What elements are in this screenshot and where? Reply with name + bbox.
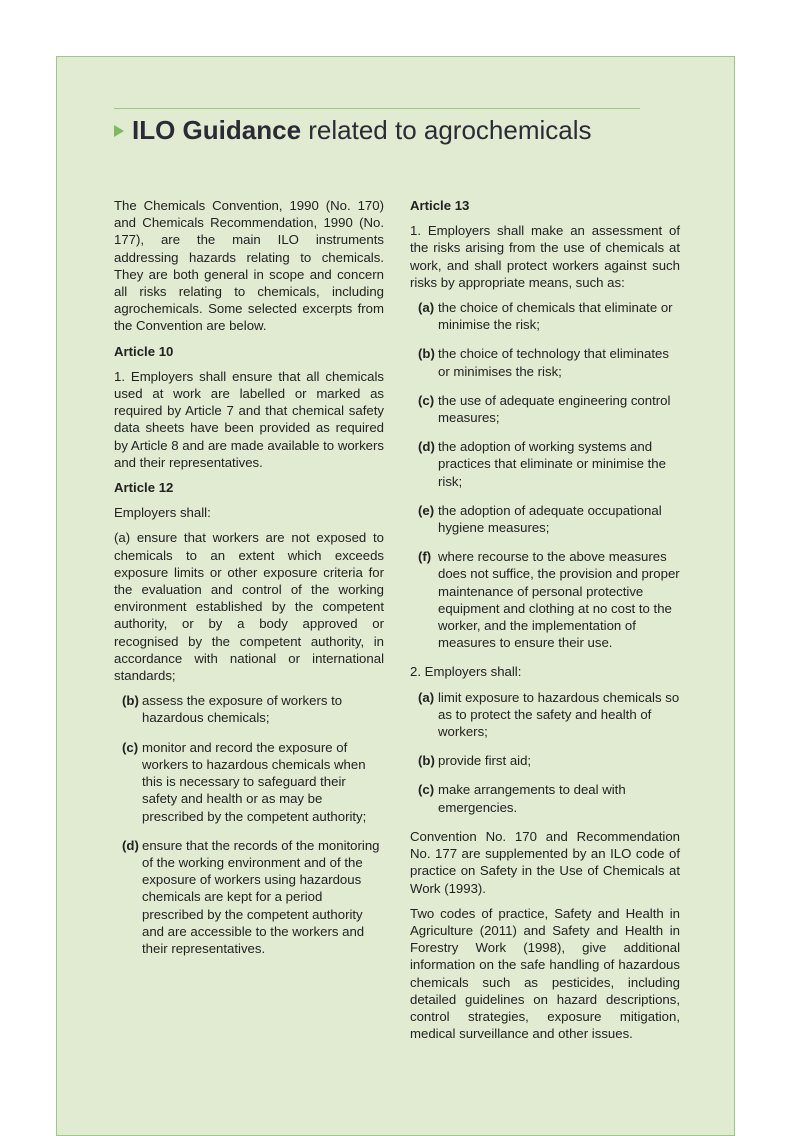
list-item-label: (b) (418, 346, 435, 362)
list-item (122, 739, 384, 825)
page-title (114, 115, 592, 146)
list-item (122, 692, 384, 726)
article-10-heading: Article 10 (114, 343, 174, 359)
article-12-item-a: (a) ensure that workers are not exposed to chemicals to an extent which exceeds exposure limits or other exposure criteria for the evaluation and control of the working environment established by the competent authority, or by a body approved or recognised by the competent authority, in accordance with national or international standards; (114, 530, 384, 684)
triangle-bullet-icon (114, 125, 124, 137)
list-item-text: make arrangements to deal with emergencies. (438, 782, 626, 815)
list-item-label: (a) (418, 689, 435, 705)
article-13-text: 1. Employers shall make an assessment of the risks arising from the use of chemicals at work, and shall protect workers against such risks by appropriate means, such as: (410, 223, 680, 290)
list-item (418, 438, 680, 490)
article-10-text: 1. Employers shall ensure that all chemicals used at work are labelled or marked as required by Article 7 and that chemical safety data sheets have been provided as required by Article 8 and are made available to workers and their representatives. (114, 368, 384, 470)
guidance-panel (56, 56, 735, 1136)
list-item-label: (c) (418, 782, 435, 798)
left-column (114, 197, 384, 969)
article-12-heading: Article 12 (114, 480, 174, 496)
list-item-label: (b) (122, 693, 139, 709)
list-item (418, 345, 680, 379)
list-item-label: (a) (418, 300, 435, 316)
article-13-heading: Article 13 (410, 198, 470, 213)
list-item (418, 392, 680, 426)
article-12-lead: Employers shall: (114, 505, 211, 521)
list-item-text: ensure that the records of the monitoring of the working environment and of the exposure of workers using hazardous chemicals are kept for a period prescribed by the competent authority and are accessible to the workers and their representatives. (142, 837, 380, 956)
list-item (418, 781, 680, 815)
list-item-label: (d) (418, 439, 435, 455)
list-item-text: where recourse to the above measures does not suffice, the provision and proper maintenance of personal protective equipment and clothing at no cost to the worker, and the implementation of measures to ensure their use. (438, 549, 680, 651)
list-item (418, 502, 680, 536)
list-item-text: the choice of technology that eliminates or minimises the risk; (438, 346, 669, 379)
title-rest-part: related to agrochemicals (301, 115, 592, 145)
list-item-text: the use of adequate engineering control measures; (438, 392, 671, 426)
list-item (122, 837, 384, 957)
list-item (418, 548, 680, 651)
list-item-text: provide first aid; (438, 753, 532, 769)
article-13-part-2-lead: 2. Employers shall: (410, 664, 522, 680)
list-item-label: (b) (418, 753, 435, 769)
list-item-label: (f) (418, 549, 432, 565)
list-item (418, 752, 680, 769)
title-rule (114, 108, 640, 109)
list-item-label: (c) (418, 392, 435, 408)
list-item-text: monitor and record the exposure of workers to hazardous chemicals when this is necessary to safeguard their safety and health or as may be prescribed by the competent authority; (142, 739, 367, 824)
list-item-text: the adoption of working systems and practices that eliminate or minimise the risk; (438, 439, 666, 489)
convention-paragraph: Convention No. 170 and Recommendation No. 177 are supplemented by an ILO code of practice on Safety in the Use of Chemicals at Work (1993). (410, 828, 680, 896)
list-item (418, 299, 680, 333)
list-item-label: (c) (122, 739, 139, 755)
intro-paragraph: The Chemicals Convention, 1990 (No. 170) and Chemicals Recommendation, 1990 (No. 177), are the main ILO instruments addressing hazards relating to chemicals. They are both general in scope and concern all risks relating to chemicals, including agrochemicals. Some selected excerpts from the Convention are below. (114, 198, 384, 334)
list-item-label: (d) (122, 837, 139, 853)
list-item-text: the adoption of adequate occupational hygiene measures; (438, 502, 662, 536)
list-item-label: (e) (418, 502, 435, 518)
list-item (418, 689, 680, 741)
codes-of-practice-paragraph: Two codes of practice, Safety and Health in Agriculture (2011) and Safety and Health in Forestry Work (1998), give additional information on the safe handling of hazardous chemicals such as pesticides, including detailed guidelines on hazard descriptions, control strategies, exposure mitigation, medical surveillance and other issues. (410, 905, 680, 1042)
list-item-text: assess the exposure of workers to hazardous chemicals; (142, 693, 343, 726)
list-item-text: limit exposure to hazardous chemicals so as to protect the safety and health of workers; (438, 689, 680, 740)
right-column (410, 197, 680, 1050)
title-bold-part: ILO Guidance (132, 115, 302, 145)
list-item-text: the choice of chemicals that eliminate or minimise the risk; (438, 300, 673, 333)
